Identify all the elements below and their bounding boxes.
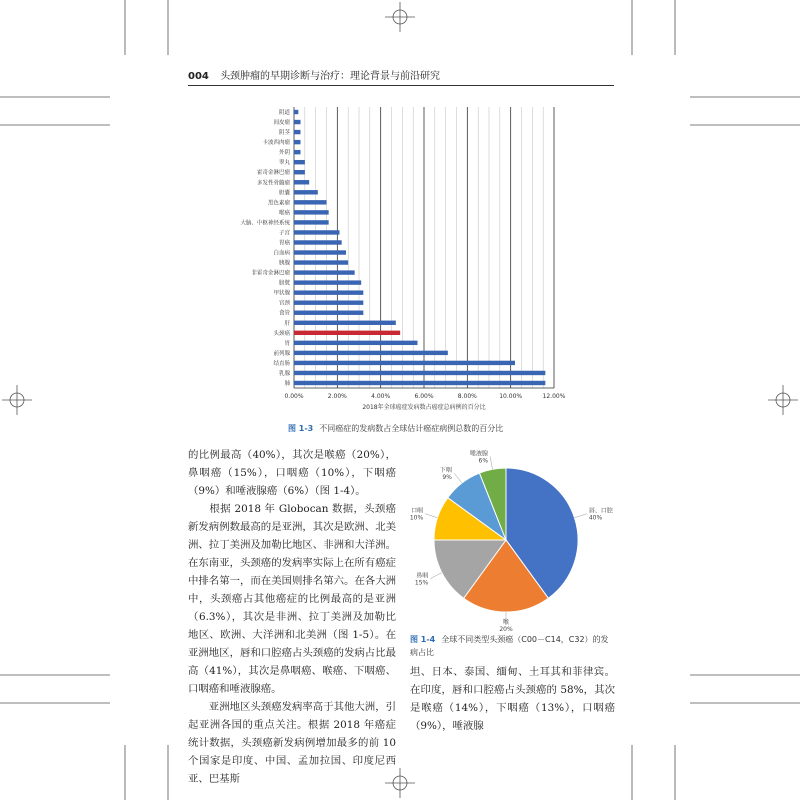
pie-value-label: 10% bbox=[409, 514, 424, 522]
bar-23 bbox=[294, 341, 418, 345]
pie-leader-line bbox=[454, 473, 462, 483]
x-tick-label: 12.00% bbox=[542, 393, 566, 400]
bar-4 bbox=[294, 150, 301, 154]
bar-26 bbox=[294, 371, 545, 375]
bar-12 bbox=[294, 230, 340, 234]
paragraph: 坦、日本、泰国、缅甸、土耳其和菲律宾。在印度，唇和口腔癌占头颈癌的 58%，其次是喉癌（14%），下咽癌（13%），口咽癌（9%），唾液腺 bbox=[410, 666, 615, 732]
bar-17 bbox=[294, 280, 361, 284]
figure-1-3-caption bbox=[288, 423, 503, 434]
pie-leader-line bbox=[574, 514, 586, 518]
category-label: 间皮瘤 bbox=[273, 120, 290, 127]
category-label: 乳腺 bbox=[278, 370, 290, 377]
category-label: 子宫 bbox=[278, 230, 290, 237]
category-label: 结直肠 bbox=[273, 360, 290, 367]
pie-value-label: 9% bbox=[442, 473, 452, 481]
category-label: 外阴 bbox=[278, 150, 290, 157]
bar-22 bbox=[294, 331, 400, 335]
category-label: 胰腺 bbox=[278, 260, 290, 267]
pie-value-label: 20% bbox=[499, 626, 513, 633]
bar-chart bbox=[230, 100, 590, 420]
category-label: 头颈癌 bbox=[273, 330, 290, 337]
x-tick-label: 0.00% bbox=[284, 393, 304, 400]
pie-value-label: 40% bbox=[588, 514, 603, 522]
category-label: 非霍奇金淋巴瘤 bbox=[251, 270, 290, 277]
category-label: 睾丸 bbox=[278, 160, 290, 167]
bar-10 bbox=[294, 210, 329, 214]
pie-category-label: 唾液腺 bbox=[470, 450, 489, 458]
category-label: 胃癌 bbox=[278, 240, 290, 247]
bar-0 bbox=[294, 110, 298, 114]
category-label: 食管 bbox=[278, 310, 290, 317]
pie-value-label: 6% bbox=[478, 457, 489, 465]
figure-1-4-caption bbox=[410, 633, 615, 659]
page-number: 004 bbox=[188, 71, 209, 82]
pie-category-label: 鼻咽 bbox=[416, 572, 429, 580]
bar-24 bbox=[294, 351, 448, 355]
bar-11 bbox=[294, 220, 329, 224]
figure-1-4-number: 图 1-4 bbox=[410, 635, 436, 644]
pie-value-label: 15% bbox=[414, 579, 429, 587]
bar-9 bbox=[294, 200, 327, 204]
pie-category-label: 下咽 bbox=[439, 466, 452, 474]
running-header bbox=[188, 67, 440, 82]
category-label: 大脑、中枢神经系统 bbox=[240, 220, 290, 227]
bar-5 bbox=[294, 160, 305, 164]
bar-25 bbox=[294, 361, 515, 365]
category-label: 喉癌 bbox=[278, 210, 290, 217]
book-title: 头颈肿瘤的早期诊断与治疗：理论背景与前沿研究 bbox=[220, 71, 441, 82]
bar-14 bbox=[294, 250, 346, 254]
category-label: 白血病 bbox=[273, 250, 290, 257]
category-label: 肝 bbox=[284, 320, 290, 327]
bar-1 bbox=[294, 120, 301, 124]
x-tick-label: 4.00% bbox=[371, 393, 391, 400]
bar-19 bbox=[294, 300, 363, 304]
x-axis-title: 2018年全球癌症发病数占癌症总病例的百分比 bbox=[362, 404, 486, 411]
category-label: 肺 bbox=[284, 380, 290, 387]
category-label: 多发性骨髓瘤 bbox=[256, 180, 290, 187]
paragraph: 亚洲地区头颈癌发病率高于其他大洲，引起亚洲各国的重点关注。根据 2018 年癌症统计数据，头颈癌新发病例增加最多的前 10 个国家是印度、中国、孟加拉国、印度尼西亚、巴基斯 bbox=[188, 701, 396, 785]
pie-chart bbox=[408, 440, 613, 633]
bar-7 bbox=[294, 180, 309, 184]
paragraph: 根据 2018 年 Globocan 数据，头颈癌新发病例数最高的是亚洲，其次是欧洲、北美洲、拉丁美洲及加勒比地区、非洲和大洋洲。在东南亚，头颈癌的发病率实际上在所有癌症中排名第一，而在美国则排名第六。在各大洲中，头颈癌占其他癌症的比例最高的是亚洲（6.3%），其次是非洲、拉丁美洲及加勒比地区、欧洲、大洋洲和北美洲（图 1-5）。在亚洲地区，唇和口腔癌占头颈癌的发病占比最高（41%），其次是鼻咽癌、喉癌、下咽癌、口咽癌和唾液腺癌。 bbox=[188, 503, 396, 695]
x-tick-label: 8.00% bbox=[457, 393, 477, 400]
body-text-right bbox=[410, 663, 615, 735]
x-tick-label: 6.00% bbox=[414, 393, 434, 400]
category-label: 阴茎 bbox=[278, 130, 290, 137]
pie-category-label: 喉 bbox=[502, 619, 510, 626]
category-label: 胃 bbox=[284, 340, 290, 347]
bar-20 bbox=[294, 311, 363, 315]
category-label: 宫颈 bbox=[278, 300, 290, 307]
bar-15 bbox=[294, 260, 348, 264]
category-label: 黑色素瘤 bbox=[267, 200, 290, 207]
pie-category-label: 口咽 bbox=[411, 507, 424, 515]
x-tick-label: 10.00% bbox=[499, 393, 523, 400]
category-label: 胆囊 bbox=[278, 190, 290, 197]
bar-16 bbox=[294, 270, 355, 274]
bar-27 bbox=[294, 381, 545, 385]
bar-3 bbox=[294, 140, 301, 144]
bar-6 bbox=[294, 170, 305, 174]
figure-1-3-number: 图 1-3 bbox=[288, 424, 314, 433]
pie-leader-line bbox=[430, 573, 442, 579]
bar-13 bbox=[294, 240, 342, 244]
category-label: 阴道 bbox=[278, 110, 290, 117]
category-label: 前列腺 bbox=[273, 350, 290, 357]
figure-1-4-text: 全球不同类型头颈癌（C00－C14，C32）的发病占比 bbox=[410, 635, 609, 657]
pie-leader-line bbox=[425, 514, 437, 518]
bar-21 bbox=[294, 321, 396, 325]
category-label: 卡波西肉瘤 bbox=[262, 140, 290, 147]
bar-18 bbox=[294, 290, 363, 294]
pie-category-label: 唇、口腔 bbox=[588, 507, 613, 515]
category-label: 甲状腺 bbox=[273, 290, 290, 297]
bar-8 bbox=[294, 190, 318, 194]
header-rule bbox=[188, 85, 614, 86]
paragraph: 的比例最高（40%），其次是喉癌（20%），鼻咽癌（15%），口咽癌（10%），下咽癌（9%）和唾液腺癌（6%）（图 1-4）。 bbox=[188, 449, 396, 497]
x-tick-label: 2.00% bbox=[327, 393, 347, 400]
category-label: 霍奇金淋巴瘤 bbox=[256, 170, 290, 177]
body-text-left bbox=[188, 446, 396, 788]
figure-1-3-text: 不同癌症的发病数占全球估计癌症病例总数的百分比 bbox=[319, 424, 504, 433]
bar-2 bbox=[294, 130, 301, 134]
category-label: 膀胱 bbox=[278, 280, 290, 287]
pie-leader-line bbox=[490, 457, 492, 470]
